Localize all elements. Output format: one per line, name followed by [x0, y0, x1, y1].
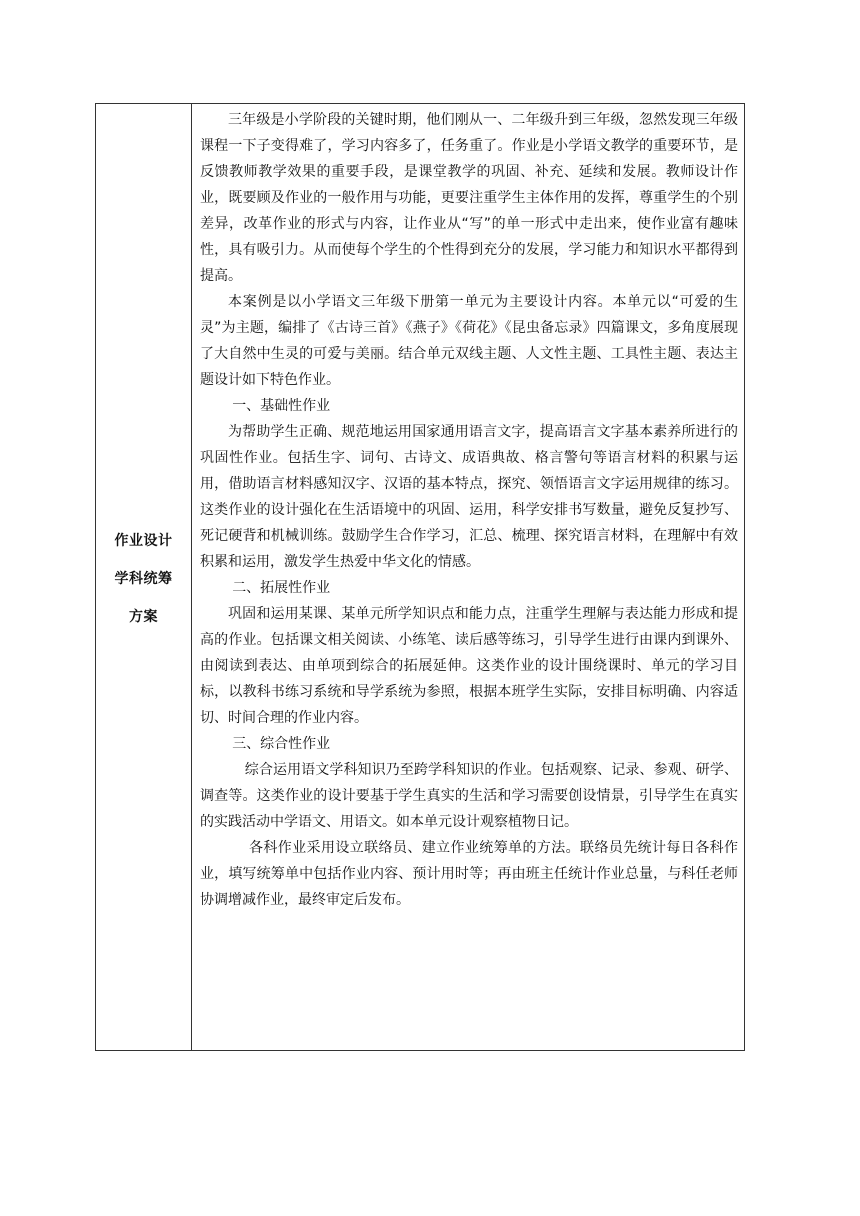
section-heading-extended: 二、拓展性作业 — [232, 580, 331, 596]
plan-table — [95, 103, 745, 1051]
basic-paragraph: 为帮助学生正确、规范地运用国家通用语言文字，提高语言文字基本素养所进行的巩固性作业。包括生字、词句、古诗文、成语典故、格言警句等语言材料的积累与运用，借助语言材料感知汉字、汉语的基本特点，探究、领悟语言文字运用规律的练习。这类作业的设计强化在生活语境中的巩固、运用，科学安排书写数量，避免反复抄写、死记硬背和机械训练。鼓励学生合作学习，汇总、梳理、探究语言材料，在理解中有效积累和运用，激发学生热爱中华文化的情感。 — [200, 424, 738, 570]
row-label-line-3: 方案 — [129, 609, 158, 625]
comprehensive-paragraph: 综合运用语文学科知识乃至跨学科知识的作业。包括观察、记录、参观、研学、调查等。这类作业的设计要基于学生真实的生活和学习需要创设情景，引导学生在真实的实践活动中学语文、用语文。如本单元设计观察植物日记。 — [200, 762, 738, 830]
row-label-cell — [96, 104, 192, 1050]
row-label-line-1: 作业设计 — [114, 533, 173, 549]
section-heading-basic: 一、基础性作业 — [232, 398, 331, 414]
extended-paragraph: 巩固和运用某课、某单元所学知识点和能力点，注重学生理解与表达能力形成和提高的作业。包括课文相关阅读、小练笔、读后感等练习，引导学生进行由课内到课外、由阅读到表达、由单项到综合的拓展延伸。这类作业的设计围绕课时、单元的学习目标，以教科书练习系统和导学系统为参照，根据本班学生实际，安排目标明确、内容适切、时间合理的作业内容。 — [200, 606, 738, 726]
section-heading-comprehensive: 三、综合性作业 — [232, 736, 331, 752]
row-label-line-2: 学科统筹 — [114, 571, 173, 587]
case-paragraph: 本案例是以小学语文三年级下册第一单元为主要设计内容。本单元以“可爱的生灵”为主题，编排了《古诗三首》《燕子》《荷花》《昆虫备忘录》四篇课文，多角度展现了大自然中生灵的可爱与美丽。结合单元双线主题、人文性主题、工具性主题、表达主题设计如下特色作业。 — [200, 294, 738, 388]
coordination-paragraph: 各科作业采用设立联络员、建立作业统筹单的方法。联络员先统计每日各科作业，填写统筹单中包括作业内容、预计用时等；再由班主任统计作业总量，与科任老师协调增减作业，最终审定后发布。 — [200, 840, 738, 908]
content-cell — [192, 104, 744, 1050]
intro-paragraph: 三年级是小学阶段的关键时期，他们刚从一、二年级升到三年级，忽然发现三年级课程一下子变得难了，学习内容多了，任务重了。作业是小学语文教学的重要环节，是反馈教师教学效果的重要手段，是课堂教学的巩固、补充、延续和发展。教师设计作业，既要顾及作业的一般作用与功能，更要注重学生主体作用的发挥，尊重学生的个别差异，改革作业的形式与内容，让作业从“写”的单一形式中走出来，使作业富有趣味性，具有吸引力。从而使每个学生的个性得到充分的发展，学习能力和知识水平都得到提高。 — [200, 112, 738, 284]
